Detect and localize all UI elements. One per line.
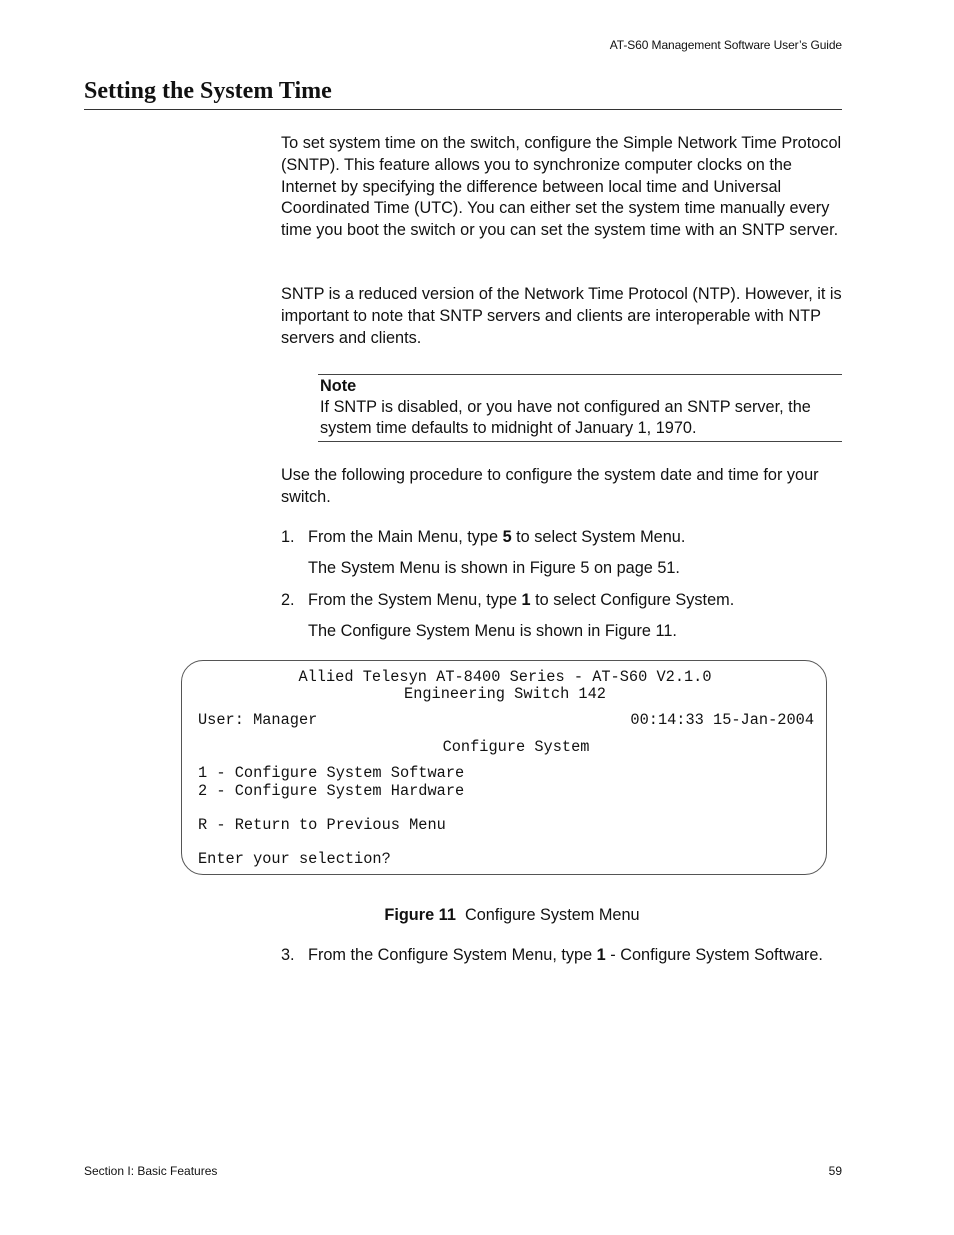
step-text: From the Main Menu, type 5 to select System Menu. (308, 528, 686, 546)
terminal-menu-title: Configure System (442, 738, 590, 756)
menu-option-software[interactable]: 1 - Configure System Software (198, 764, 465, 782)
figure-caption (0, 906, 954, 925)
step-text: From the System Menu, type 1 to select Configure System. (308, 591, 735, 609)
step-number: 1. (281, 528, 295, 546)
menu-option-return[interactable]: R - Return to Previous Menu (198, 816, 446, 834)
menu-option-hardware[interactable]: 2 - Configure System Hardware (198, 782, 465, 800)
step-key: 1 (521, 591, 531, 609)
terminal-screen (181, 660, 827, 875)
step-number: 2. (281, 591, 295, 609)
page-number: 59 (828, 1164, 842, 1178)
terminal-title: Allied Telesyn AT-8400 Series - AT-S60 V2.1.0 (298, 668, 712, 686)
step-2-result: The Configure System Menu is shown in Figure 11. (308, 622, 677, 640)
step-key: 1 (596, 946, 606, 964)
procedure-intro: Use the following procedure to configure the system date and time for your switch. (281, 466, 819, 506)
running-header: AT-S60 Management Software User’s Guide (609, 38, 842, 52)
terminal-user: User: Manager (198, 711, 318, 729)
step-number: 3. (281, 946, 295, 964)
note-box (318, 374, 842, 442)
intro-paragraph: To set system time on the switch, configure the Simple Network Time Protocol (SNTP). This feature allows you to synchronize computer clocks on the Internet by specifying the difference between local time and Universal Coordinated Time (UTC). You can either set the system time manually every time you boot the switch or you can set the system time with an SNTP server. (281, 134, 842, 240)
footer-section: Section I: Basic Features (84, 1164, 218, 1178)
step-key: 5 (502, 528, 512, 546)
terminal-prompt[interactable]: Enter your selection? (198, 850, 391, 868)
terminal-datetime: 00:14:33 15-Jan-2004 (630, 711, 814, 729)
note-title: Note (320, 377, 357, 395)
step-text: From the Configure System Menu, type 1 - Configure System Software. (308, 946, 823, 964)
step-1-result: The System Menu is shown in Figure 5 on page 51. (308, 559, 680, 577)
terminal-subtitle: Engineering Switch 142 (404, 685, 606, 703)
figure-caption-text: Configure System Menu (464, 906, 640, 924)
sntp-paragraph: SNTP is a reduced version of the Network Time Protocol (NTP). However, it is important to note that SNTP servers and clients are interoperable with NTP servers and clients. (281, 285, 842, 347)
section-title: Setting the System Time (84, 78, 842, 110)
note-text: If SNTP is disabled, or you have not configured an SNTP server, the system time defaults to midnight of January 1, 1970. (320, 398, 811, 437)
figure-label: Figure 11 (384, 906, 456, 924)
